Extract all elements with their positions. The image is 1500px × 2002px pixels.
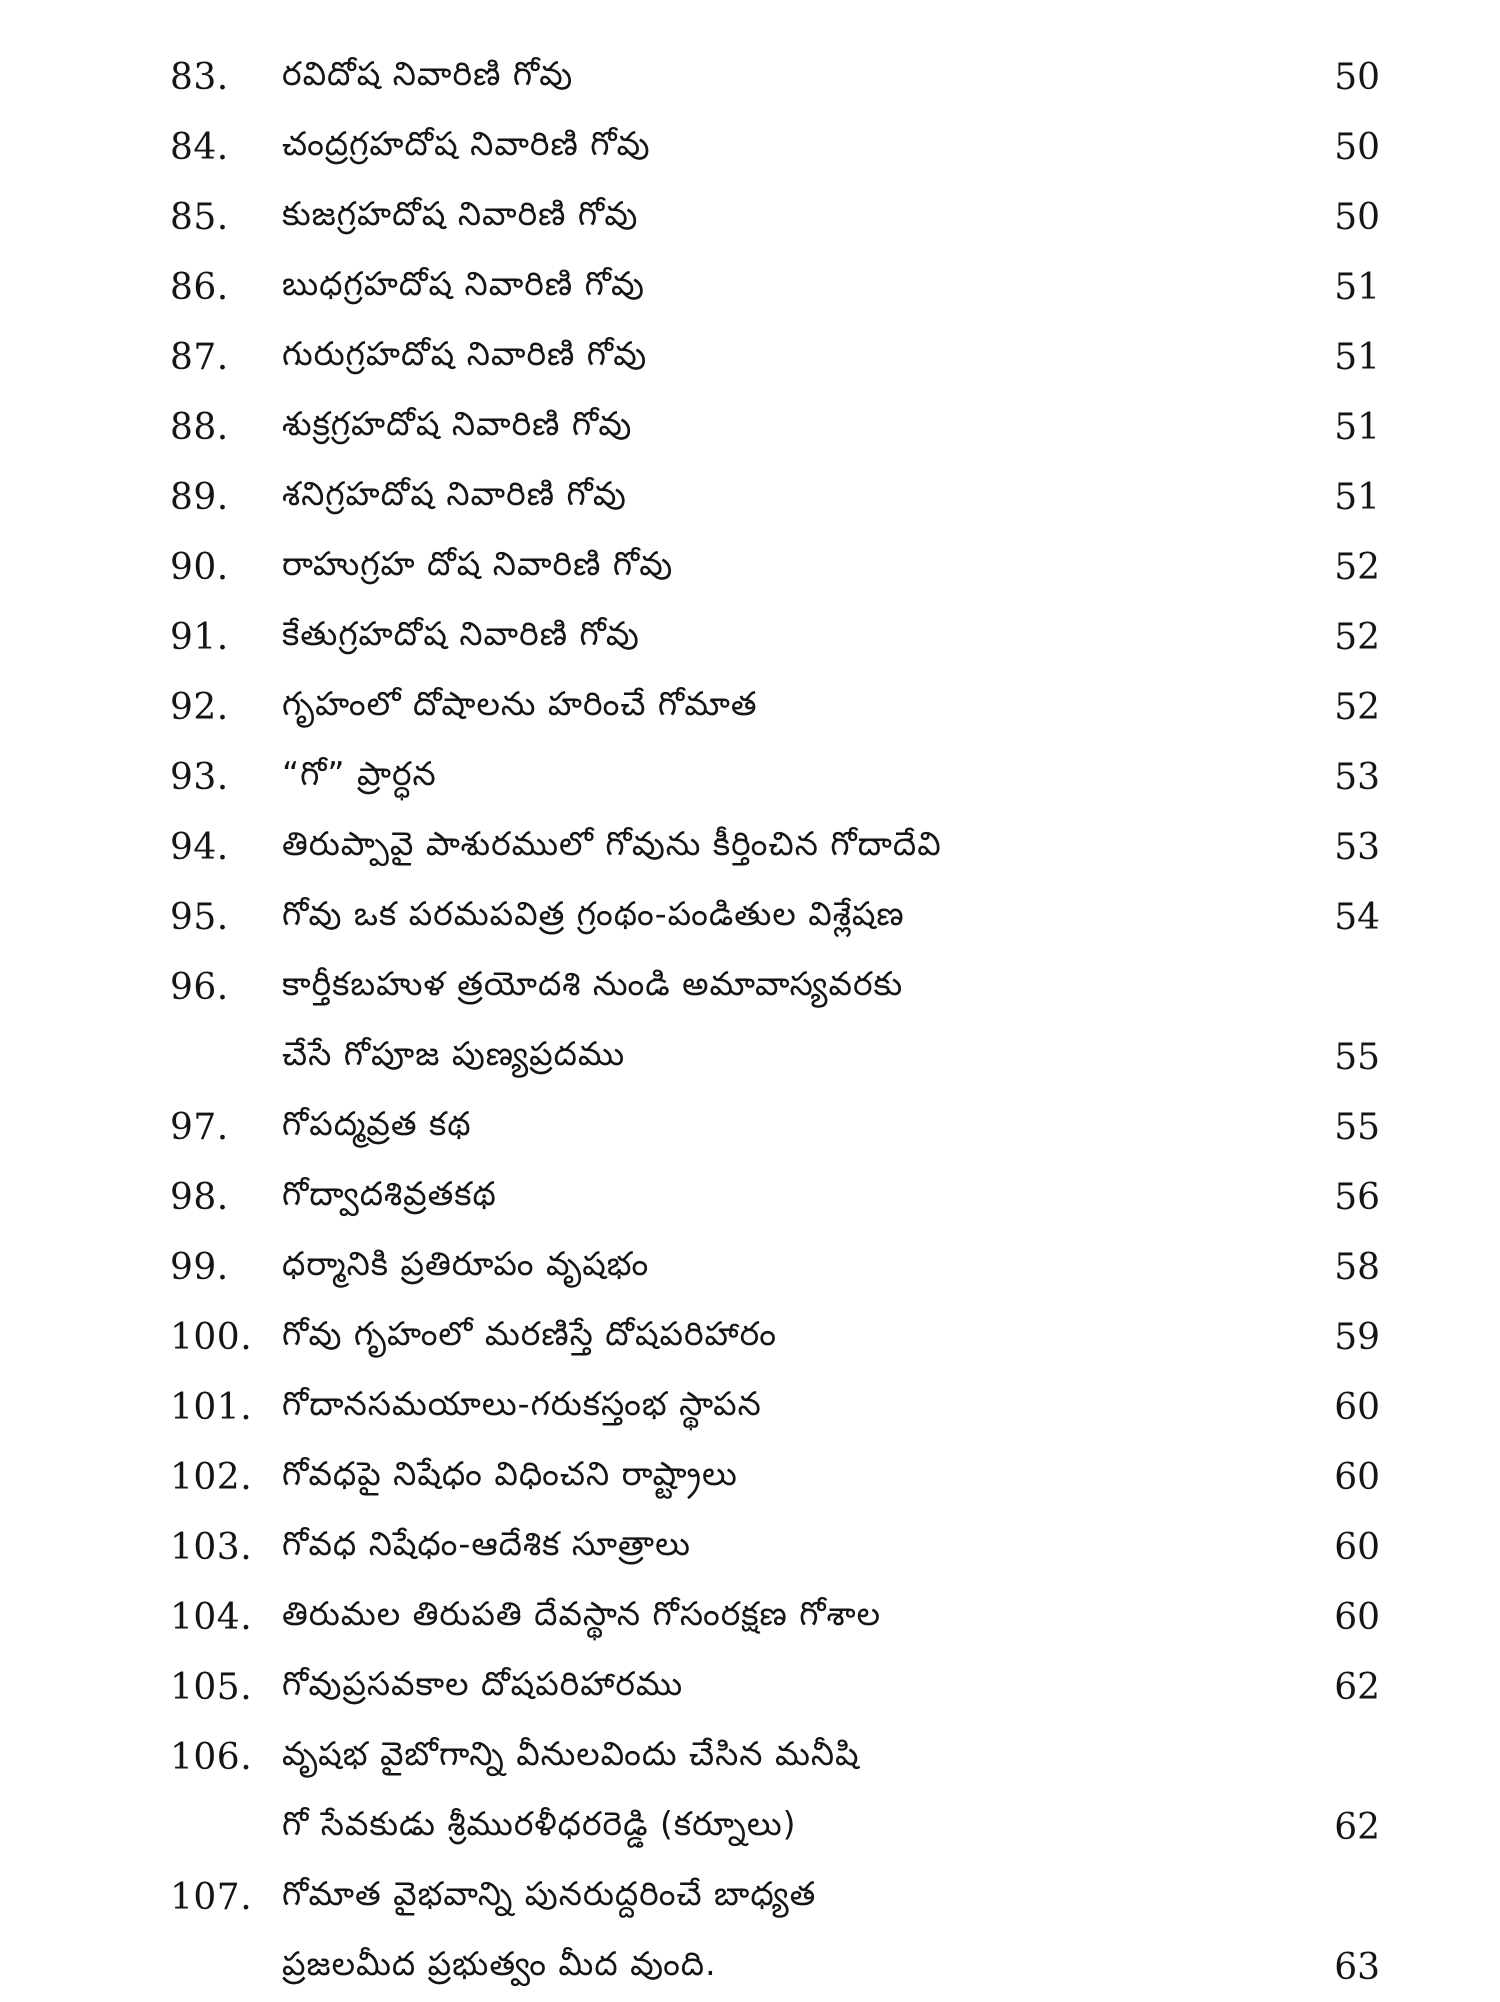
- toc-entry: [170, 1862, 1380, 2002]
- toc-entry: [170, 1302, 1380, 1372]
- entry-number: 107.: [170, 1876, 253, 1918]
- page-number: 51: [1334, 336, 1380, 378]
- entry-title: గోవు ఒక పరమపవిత్ర గ్రంథం-పండితుల విశ్లేషణ: [282, 893, 905, 933]
- entry-title: ధర్మానికి ప్రతిరూపం వృషభం: [282, 1243, 650, 1283]
- entry-title: కేతుగ్రహదోష నివారిణి గోవు: [282, 613, 640, 653]
- entry-number: 84.: [170, 126, 229, 168]
- entry-number: 102.: [170, 1456, 253, 1498]
- toc-line: [170, 532, 1380, 602]
- toc-entry: [170, 882, 1380, 952]
- toc-line: [170, 112, 1380, 182]
- entry-number: 104.: [170, 1596, 253, 1638]
- toc-entry: [170, 532, 1380, 602]
- entry-number: 93.: [170, 756, 229, 798]
- entry-title: గోద్వాదశివ్రతకథ: [282, 1173, 497, 1213]
- toc-line: [170, 322, 1380, 392]
- toc-line: [170, 812, 1380, 882]
- entry-title: గోపద్మవ్రత కథ: [282, 1103, 472, 1143]
- toc-entry: [170, 1372, 1380, 1442]
- toc-line: [170, 672, 1380, 742]
- toc-line: [170, 1232, 1380, 1302]
- toc-entry: [170, 392, 1380, 462]
- table-of-contents: [170, 42, 1380, 2002]
- entry-number: 85.: [170, 196, 229, 238]
- toc-line: [170, 882, 1380, 952]
- entry-number: 88.: [170, 406, 229, 448]
- entry-title: శుక్రగ్రహదోష నివారిణి గోవు: [282, 403, 633, 443]
- toc-entry: [170, 42, 1380, 112]
- page-number: 55: [1334, 1106, 1380, 1148]
- entry-number: 101.: [170, 1386, 253, 1428]
- page-number: 60: [1334, 1596, 1380, 1638]
- toc-line: [170, 602, 1380, 672]
- toc-line: [170, 1722, 1380, 1792]
- entry-title: బుధగ్రహదోష నివారిణి గోవు: [282, 263, 645, 303]
- toc-entry: [170, 462, 1380, 532]
- entry-title: గోవుప్రసవకాల దోషపరిహారము: [282, 1663, 684, 1703]
- toc-entry: [170, 1442, 1380, 1512]
- entry-number: 83.: [170, 56, 229, 98]
- toc-line: [170, 1582, 1380, 1652]
- page-number: 63: [1334, 1946, 1380, 1988]
- toc-entry: [170, 952, 1380, 1092]
- entry-number: 87.: [170, 336, 229, 378]
- entry-title: గోవు గృహంలో మరణిస్తే దోషపరిహారం: [282, 1313, 777, 1353]
- toc-entry: [170, 1722, 1380, 1862]
- entry-number: 95.: [170, 896, 229, 938]
- page-number: 60: [1334, 1386, 1380, 1428]
- entry-title: తిరుమల తిరుపతి దేవస్థాన గోసంరక్షణ గోశాల: [282, 1593, 882, 1633]
- toc-entry: [170, 742, 1380, 812]
- entry-number: 90.: [170, 546, 229, 588]
- entry-title: గోవధపై నిషేధం విధించని రాష్ట్రాలు: [282, 1453, 738, 1493]
- toc-entry: [170, 812, 1380, 882]
- entry-title: శనిగ్రహదోష నివారిణి గోవు: [282, 473, 627, 513]
- toc-line: [170, 1302, 1380, 1372]
- toc-line: [170, 1792, 1380, 1862]
- entry-number: 106.: [170, 1736, 253, 1778]
- page-number: 50: [1334, 56, 1380, 98]
- page-number: 52: [1334, 686, 1380, 728]
- toc-line: [170, 252, 1380, 322]
- page-number: 53: [1334, 756, 1380, 798]
- page-number: 51: [1334, 406, 1380, 448]
- toc-line: [170, 1652, 1380, 1722]
- toc-line: [170, 742, 1380, 812]
- toc-line: [170, 952, 1380, 1022]
- entry-number: 105.: [170, 1666, 253, 1708]
- entry-title: చంద్రగ్రహదోష నివారిణి గోవు: [282, 123, 651, 163]
- toc-entry: [170, 602, 1380, 672]
- page-number: 53: [1334, 826, 1380, 868]
- toc-line: [170, 392, 1380, 462]
- page-number: 52: [1334, 616, 1380, 658]
- page-number: 50: [1334, 196, 1380, 238]
- page-number: 58: [1334, 1246, 1380, 1288]
- entry-title: గోదానసమయాలు-గరుకస్తంభ స్థాపన: [282, 1383, 762, 1423]
- toc-entry: [170, 1162, 1380, 1232]
- entry-title: గోవధ నిషేధం-ఆదేశిక సూత్రాలు: [282, 1523, 691, 1563]
- page-number: 60: [1334, 1456, 1380, 1498]
- entry-number: 96.: [170, 966, 229, 1008]
- entry-number: 98.: [170, 1176, 229, 1218]
- entry-title: రవిదోష నివారిణి గోవు: [282, 53, 574, 93]
- entry-title: చేసే గోపూజ పుణ్యప్రదము: [282, 1033, 626, 1073]
- entry-number: 94.: [170, 826, 229, 868]
- toc-entry: [170, 1232, 1380, 1302]
- toc-entry: [170, 1512, 1380, 1582]
- page-number: 62: [1334, 1806, 1380, 1848]
- page-number: 51: [1334, 266, 1380, 308]
- toc-line: [170, 1092, 1380, 1162]
- entry-title: వృషభ వైబోగాన్ని వీనులవిందు చేసిన మనీషి: [282, 1733, 860, 1773]
- page-number: 52: [1334, 546, 1380, 588]
- toc-entry: [170, 252, 1380, 322]
- entry-title: గోమాత వైభవాన్ని పునరుద్దరించే బాధ్యత: [282, 1873, 817, 1913]
- entry-title: గృహంలో దోషాలను హరించే గోమాత: [282, 683, 758, 723]
- page-number: 56: [1334, 1176, 1380, 1218]
- page-number: 60: [1334, 1526, 1380, 1568]
- entry-number: 86.: [170, 266, 229, 308]
- page-number: 55: [1334, 1036, 1380, 1078]
- toc-line: [170, 1862, 1380, 1932]
- toc-line: [170, 1372, 1380, 1442]
- page-number: 62: [1334, 1666, 1380, 1708]
- entry-number: 99.: [170, 1246, 229, 1288]
- toc-line: [170, 1442, 1380, 1512]
- entry-title: కుజగ్రహదోష నివారిణి గోవు: [282, 193, 639, 233]
- toc-entry: [170, 1582, 1380, 1652]
- entry-title: ప్రజలమీద ప్రభుత్వం మీద వుంది.: [282, 1943, 717, 1983]
- entry-title: గో సేవకుడు శ్రీమురళీధరరెడ్డి (కర్నూలు): [282, 1803, 797, 1843]
- toc-entry: [170, 322, 1380, 392]
- entry-title: రాహుగ్రహ దోష నివారిణి గోవు: [282, 543, 674, 583]
- toc-line: [170, 42, 1380, 112]
- page-number: 54: [1334, 896, 1380, 938]
- entry-number: 92.: [170, 686, 229, 728]
- toc-entry: [170, 1092, 1380, 1162]
- toc-entry: [170, 1652, 1380, 1722]
- entry-number: 89.: [170, 476, 229, 518]
- entry-number: 103.: [170, 1526, 253, 1568]
- toc-line: [170, 1022, 1380, 1092]
- toc-line: [170, 1932, 1380, 2002]
- toc-line: [170, 1512, 1380, 1582]
- entry-title: గురుగ్రహదోష నివారిణి గోవు: [282, 333, 648, 373]
- toc-entry: [170, 182, 1380, 252]
- page-number: 59: [1334, 1316, 1380, 1358]
- toc-line: [170, 182, 1380, 252]
- toc-entry: [170, 112, 1380, 182]
- entry-number: 91.: [170, 616, 229, 658]
- toc-entry: [170, 672, 1380, 742]
- page-number: 51: [1334, 476, 1380, 518]
- entry-title: కార్తీకబహుళ త్రయోదశి నుండి అమావాస్యవరకు: [282, 963, 904, 1003]
- entry-number: 97.: [170, 1106, 229, 1148]
- entry-title: “గో” ప్రార్ధన: [282, 753, 437, 793]
- entry-title: తిరుప్పావై పాశురములో గోవును కీర్తించిన గోదాదేవి: [282, 823, 942, 863]
- entry-number: 100.: [170, 1316, 253, 1358]
- toc-line: [170, 462, 1380, 532]
- page-number: 50: [1334, 126, 1380, 168]
- toc-line: [170, 1162, 1380, 1232]
